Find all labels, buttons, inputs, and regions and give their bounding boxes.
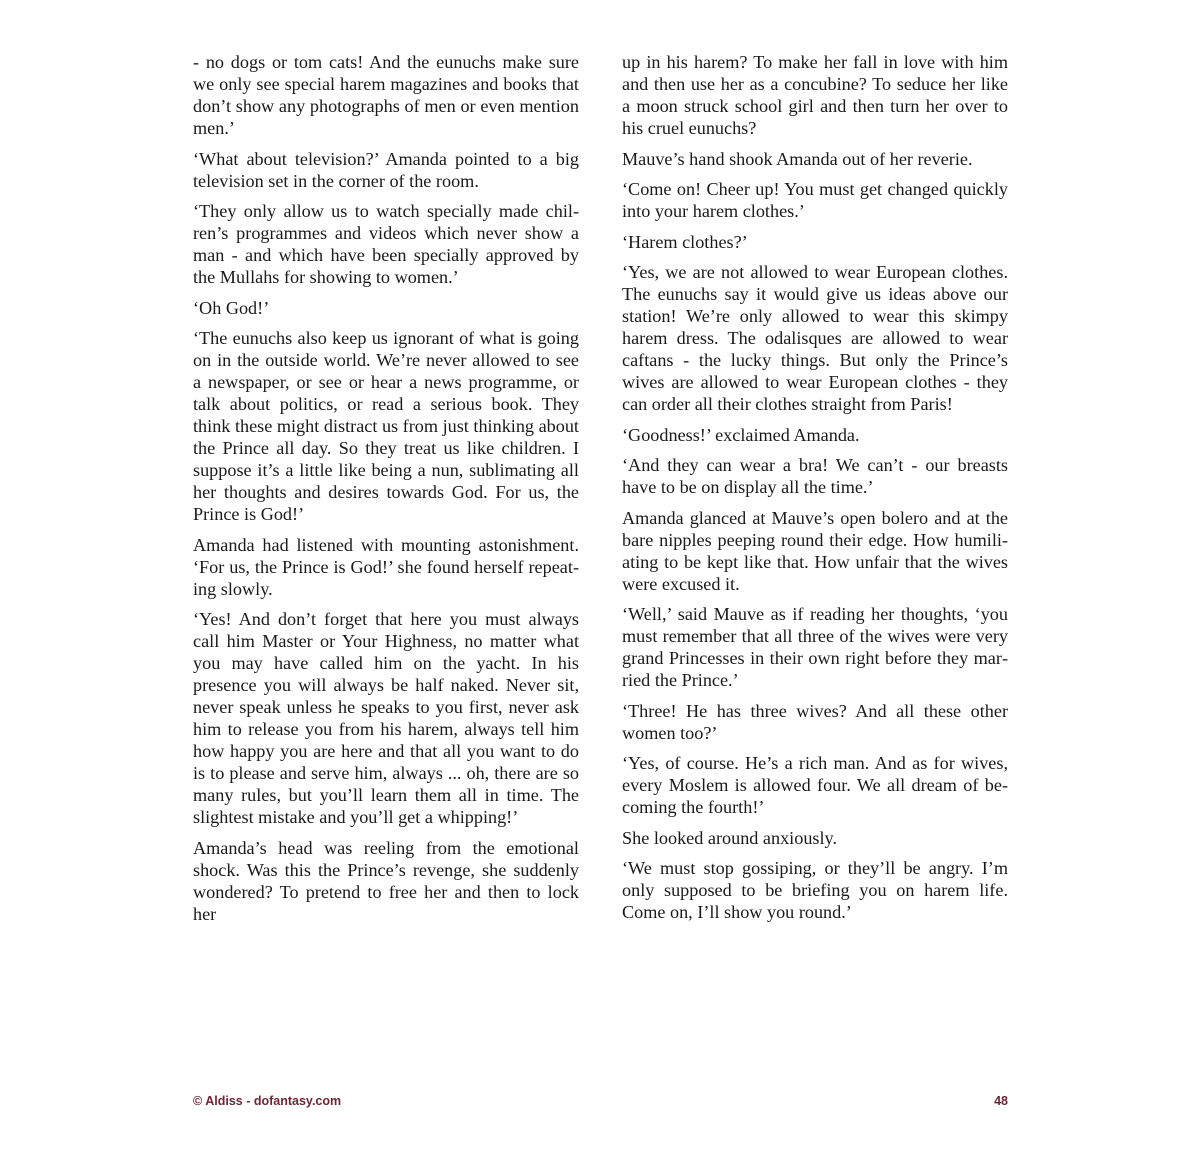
paragraph: ‘They only allow us to watch specially made chilren’s programmes and videos which never show a man - and which have been specially approved by the Mullahs for showing to women.’ <box>193 201 579 287</box>
page-number: 48 <box>994 1094 1008 1108</box>
paragraph: ‘What about television?’ Amanda pointed to a big television set in the corner of the room. <box>193 148 579 191</box>
footer-copyright: © Aldiss - dofantasy.com <box>193 1094 342 1108</box>
paragraph: ‘Goodness!’ exclaimed Amanda. <box>622 424 860 445</box>
left-column <box>193 51 579 933</box>
paragraph: ‘Yes, we are not allowed to wear European clothes. The eunuchs say it would give us ideas above our station! We’re only allowed to wear this skimpy harem dress. The odalisques are allowed to wear caftans - the lucky things. But only the Prince’s wives are allowed to wear European clothes - they can order all their clothes straight from Paris! <box>622 262 1008 414</box>
paragraph: Amanda glanced at Mauve’s open bolero and at the bare nipples peeping round their edge. How humiliating to be kept like that. How unfair that the wives were excused it. <box>622 507 1008 594</box>
paragraph: ‘Yes! And don’t forget that here you must always call him Master or Your Highness, no matter what you may have called him on the yacht. In his presence you will always be half naked. Never sit, never speak unless he speaks to you first, never ask him to release you from his harem, always tell him how happy you are here and that all you want to do is to please and serve him, always ... oh, there are so many rules, but you’ll learn them all in time. The slightest mistake and you’ll get a whipping!’ <box>193 609 579 827</box>
paragraph: ‘The eunuchs also keep us ignorant of what is going on in the outside world. We’re never allowed to see a newspaper, or see or hear a news programme, or talk about politics, or read a serious book. They think these might distract us from just thinking about the Prince all day. So they treat us like children. I suppose it’s a little like being a nun, sublimating all her thoughts and desires towards God. For us, the Prince is God!’ <box>193 328 579 524</box>
paragraph: Amanda had listened with mounting astonishment. ‘For us, the Prince is God!’ she found herself repeating slowly. <box>193 534 579 599</box>
paragraph: ‘Three! He has three wives? And all these other women too?’ <box>622 700 1008 743</box>
paragraph: ‘Oh God!’ <box>193 297 270 318</box>
paragraph: ‘Well,’ said Mauve as if reading her thoughts, ‘you must remember that all three of the wives were very grand Princesses in their own right before they married the Prince.’ <box>622 604 1008 690</box>
paragraph: - no dogs or tom cats! And the eunuchs make sure we only see special harem magazines and books that don’t show any photographs of men or even mention men.’ <box>193 52 579 138</box>
paragraph: up in his harem? To make her fall in love with him and then use her as a concubine? To seduce her like a moon struck school girl and then turn her over to his cruel eunuchs? <box>622 52 1008 138</box>
paragraph: Amanda’s head was reeling from the emotional shock. Was this the Prince’s revenge, she suddenly wondered? To pretend to free her and then to lock her <box>193 837 579 924</box>
paragraph: ‘We must stop gossiping, or they’ll be angry. I’m only supposed to be briefing you on harem life. Come on, I’ll show you round.’ <box>622 858 1008 922</box>
paragraph: ‘And they can wear a bra! We can’t - our breasts have to be on display all the time.’ <box>622 455 1008 497</box>
right-column <box>622 51 1008 932</box>
paragraph: Mauve’s hand shook Amanda out of her reverie. <box>622 148 973 169</box>
paragraph: She looked around anxiously. <box>622 827 838 848</box>
paragraph: ‘Come on! Cheer up! You must get changed quickly into your harem clothes.’ <box>622 179 1008 221</box>
paragraph: ‘Yes, of course. He’s a rich man. And as for wives, every Moslem is allowed four. We all dream of becoming the fourth!’ <box>622 753 1008 817</box>
paragraph: ‘Harem clothes?’ <box>622 231 748 252</box>
